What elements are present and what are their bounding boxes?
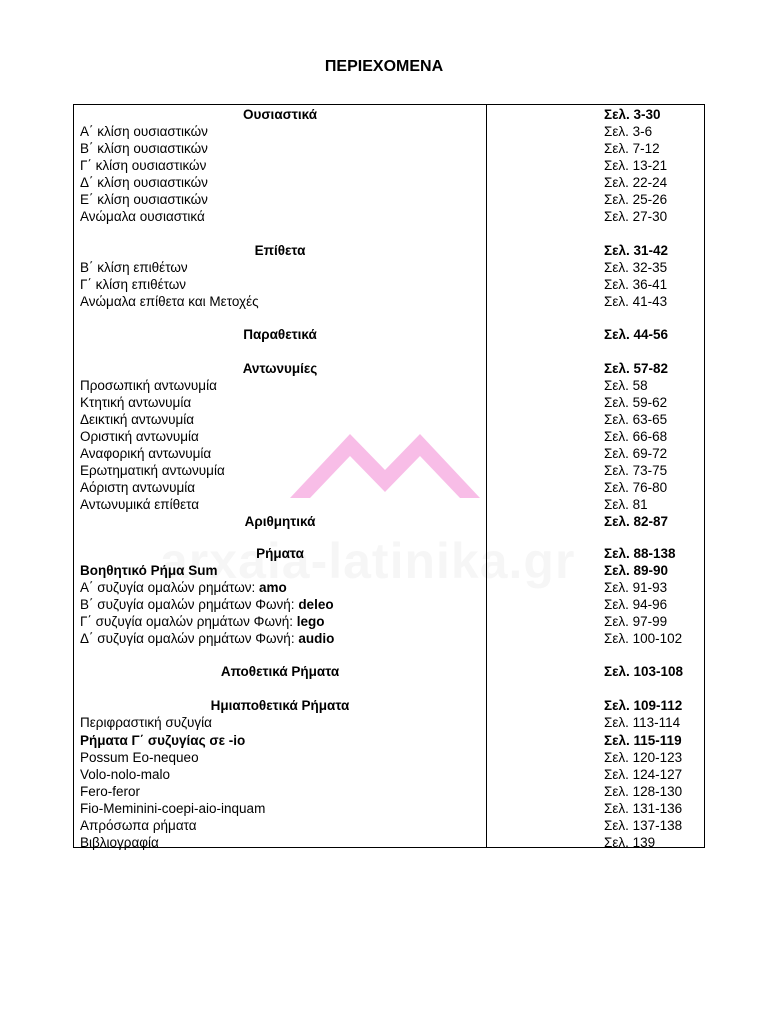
toc-entry-row [74,562,704,579]
entry-title [80,562,484,579]
entry-title [80,259,484,276]
toc-entry-row [74,377,704,394]
entry-title [80,834,484,851]
entry-label: Β΄ συζυγία ομαλών ρημάτων Φωνή: [80,597,299,612]
toc-entry-row [74,834,704,851]
section-title [74,663,486,680]
entry-label: Αόριστη αντωνυμία [80,480,196,495]
entry-label: Ανώμαλα ουσιαστικά [80,209,205,224]
toc-entry-row [74,157,704,174]
entry-title [80,783,484,800]
entry-label: Αντωνυμικά επίθετα [80,497,200,512]
entry-label: Αναφορική αντωνυμία [80,446,212,461]
entry-title [80,630,484,647]
entry-label: Volo-nolo-malo [80,767,171,782]
toc-entry-row [74,140,704,157]
page-range: Σελ. 103-108 [604,664,684,679]
page-range: Σελ. 44-56 [604,327,669,342]
toc-section-row [74,545,704,562]
page-title: ΠΕΡΙΕΧΟΜΕΝΑ [324,58,444,75]
section-title [74,242,486,259]
page-range: Σελ. 59-62 [604,395,668,410]
toc-entry-row [74,293,704,310]
toc-entry-row [74,394,704,411]
entry-title [80,714,484,731]
entry-title [80,394,484,411]
entry-label: Β΄ κλίση επιθέτων [80,260,188,275]
entry-label: Παραθετικά [243,327,317,342]
toc-entry-row [74,800,704,817]
toc-entry-row [74,123,704,140]
page-range: Σελ. 57-82 [604,361,669,376]
page-range: Σελ. 76-80 [604,480,668,495]
toc-section-row [74,663,704,680]
toc-entry-row [74,732,704,749]
toc-entry-row [74,596,704,613]
page-range: Σελ. 109-112 [604,698,683,713]
page-range: Σελ. 13-21 [604,158,668,173]
toc-entry-row [74,174,704,191]
page-range: Σελ. 69-72 [604,446,668,461]
entry-title [80,766,484,783]
toc-entry-row [74,579,704,596]
section-title [74,697,486,714]
verb-example: lego [296,614,325,629]
page-range: Σελ. 100-102 [604,631,683,646]
entry-title [80,479,484,496]
page-range: Σελ. 89-90 [604,563,669,578]
page-range: Σελ. 81 [604,497,648,512]
page-range: Σελ. 115-119 [604,733,682,748]
page-range: Σελ. 137-138 [604,818,683,833]
entry-label: Γ΄ συζυγία ομαλών ρημάτων Φωνή: [80,614,297,629]
entry-label: Επίθετα [254,243,306,258]
page-range: Σελ. 88-138 [604,546,676,561]
entry-label: Προσωπική αντωνυμία [80,378,217,393]
entry-title [80,174,484,191]
entry-title [80,579,484,596]
entry-label: Fero-feror [80,784,141,799]
entry-title [80,800,484,817]
verb-example: amo [259,580,287,595]
toc-section-row [74,242,704,259]
entry-label: Δ΄ κλίση ουσιαστικών [80,175,208,190]
entry-label: Περιφραστική συζυγία [80,715,212,730]
page-range: Σελ. 27-30 [604,209,668,224]
toc-entry-row [74,259,704,276]
entry-label: Α΄ συζυγία ομαλών ρημάτων: [80,580,259,595]
section-title [74,360,486,377]
toc-entry-row [74,445,704,462]
toc-entry-row [74,613,704,630]
section-title [74,545,486,562]
section-title [74,326,486,343]
page-range: Σελ. 58 [604,378,648,393]
toc-section-row [74,106,704,123]
entry-title [80,140,484,157]
page-range: Σελ. 63-65 [604,412,668,427]
page-range: Σελ. 82-87 [604,514,669,529]
toc-entry-row [74,783,704,800]
entry-title [80,276,484,293]
toc-entry-row [74,191,704,208]
entry-title [80,596,484,613]
entry-title [80,462,484,479]
entry-title [80,377,484,394]
toc-entry-row [74,817,704,834]
toc-section-row [74,513,704,530]
entry-title [80,749,484,766]
page-range: Σελ. 113-114 [604,715,681,730]
entry-title [80,732,484,749]
entry-title [80,293,484,310]
page-range: Σελ. 3-30 [604,107,661,122]
section-title [74,106,486,123]
page-range: Σελ. 139 [604,835,656,850]
page-range: Σελ. 3-6 [604,124,653,139]
toc-entry-row [74,276,704,293]
entry-label: Κτητική αντωνυμία [80,395,192,410]
entry-label: Ε΄ κλίση ουσιαστικών [80,192,208,207]
page-range: Σελ. 120-123 [604,750,683,765]
entry-title [80,445,484,462]
entry-title [80,123,484,140]
entry-label: Ερωτηματική αντωνυμία [80,463,225,478]
page-range: Σελ. 131-136 [604,801,683,816]
entry-label: Αριθμητικά [244,514,316,529]
entry-label: Ανώμαλα επίθετα και Μετοχές [80,294,259,309]
entry-title [80,191,484,208]
table-of-contents [73,104,705,848]
entry-title [80,157,484,174]
page-range: Σελ. 41-43 [604,294,668,309]
page-range: Σελ. 25-26 [604,192,668,207]
verb-example: deleo [298,597,334,612]
entry-label: Βοηθητικό Ρήμα Sum [80,563,218,578]
entry-label: Ρήματα Γ΄ συζυγίας σε -io [80,733,246,748]
toc-entry-row [74,630,704,647]
page-range: Σελ. 36-41 [604,277,668,292]
page-range: Σελ. 94-96 [604,597,668,612]
entry-label: Αποθετικά Ρήματα [220,664,340,679]
entry-title [80,208,484,225]
page-range: Σελ. 124-127 [604,767,683,782]
entry-label: Γ΄ κλίση ουσιαστικών [80,158,207,173]
entry-label: Δεικτική αντωνυμία [80,412,195,427]
page-range: Σελ. 22-24 [604,175,668,190]
toc-section-row [74,697,704,714]
entry-title [80,428,484,445]
entry-label: Ρήματα [256,546,304,561]
entry-label: Οριστική αντωνυμία [80,429,199,444]
page-range: Σελ. 32-35 [604,260,668,275]
page-range: Σελ. 66-68 [604,429,668,444]
entry-label: Δ΄ συζυγία ομαλών ρημάτων Φωνή: [80,631,299,646]
entry-label: Γ΄ κλίση επιθέτων [80,277,187,292]
page-range: Σελ. 91-93 [604,580,668,595]
toc-section-row [74,360,704,377]
toc-section-row [74,326,704,343]
page-range: Σελ. 7-12 [604,141,660,156]
entry-label: Possum Eo-nequeo [80,750,199,765]
entry-label: Βιβλιογραφία [80,835,159,850]
section-title [74,513,486,530]
toc-entry-row [74,462,704,479]
page-range: Σελ. 73-75 [604,463,668,478]
entry-label: Fio-Meminini-coepi-aio-inquam [80,801,266,816]
toc-entry-row [74,208,704,225]
toc-entry-row [74,749,704,766]
toc-entry-row [74,766,704,783]
verb-example: audio [298,631,335,646]
toc-entry-row [74,714,704,731]
entry-label: Απρόσωπα ρήματα [80,818,197,833]
entry-label: Α΄ κλίση ουσιαστικών [80,124,208,139]
page-range: Σελ. 97-99 [604,614,668,629]
entry-title [80,613,484,630]
toc-entry-row [74,496,704,513]
entry-label: Β΄ κλίση ουσιαστικών [80,141,208,156]
entry-title [80,496,484,513]
toc-entry-row [74,411,704,428]
entry-label: Ουσιαστικά [242,107,318,122]
toc-entry-row [74,428,704,445]
entry-label: Αντωνυμίες [242,361,318,376]
entry-label: Ημιαποθετικά Ρήματα [210,698,350,713]
toc-entry-row [74,479,704,496]
entry-title [80,817,484,834]
page-range: Σελ. 128-130 [604,784,683,799]
page-range: Σελ. 31-42 [604,243,669,258]
entry-title [80,411,484,428]
